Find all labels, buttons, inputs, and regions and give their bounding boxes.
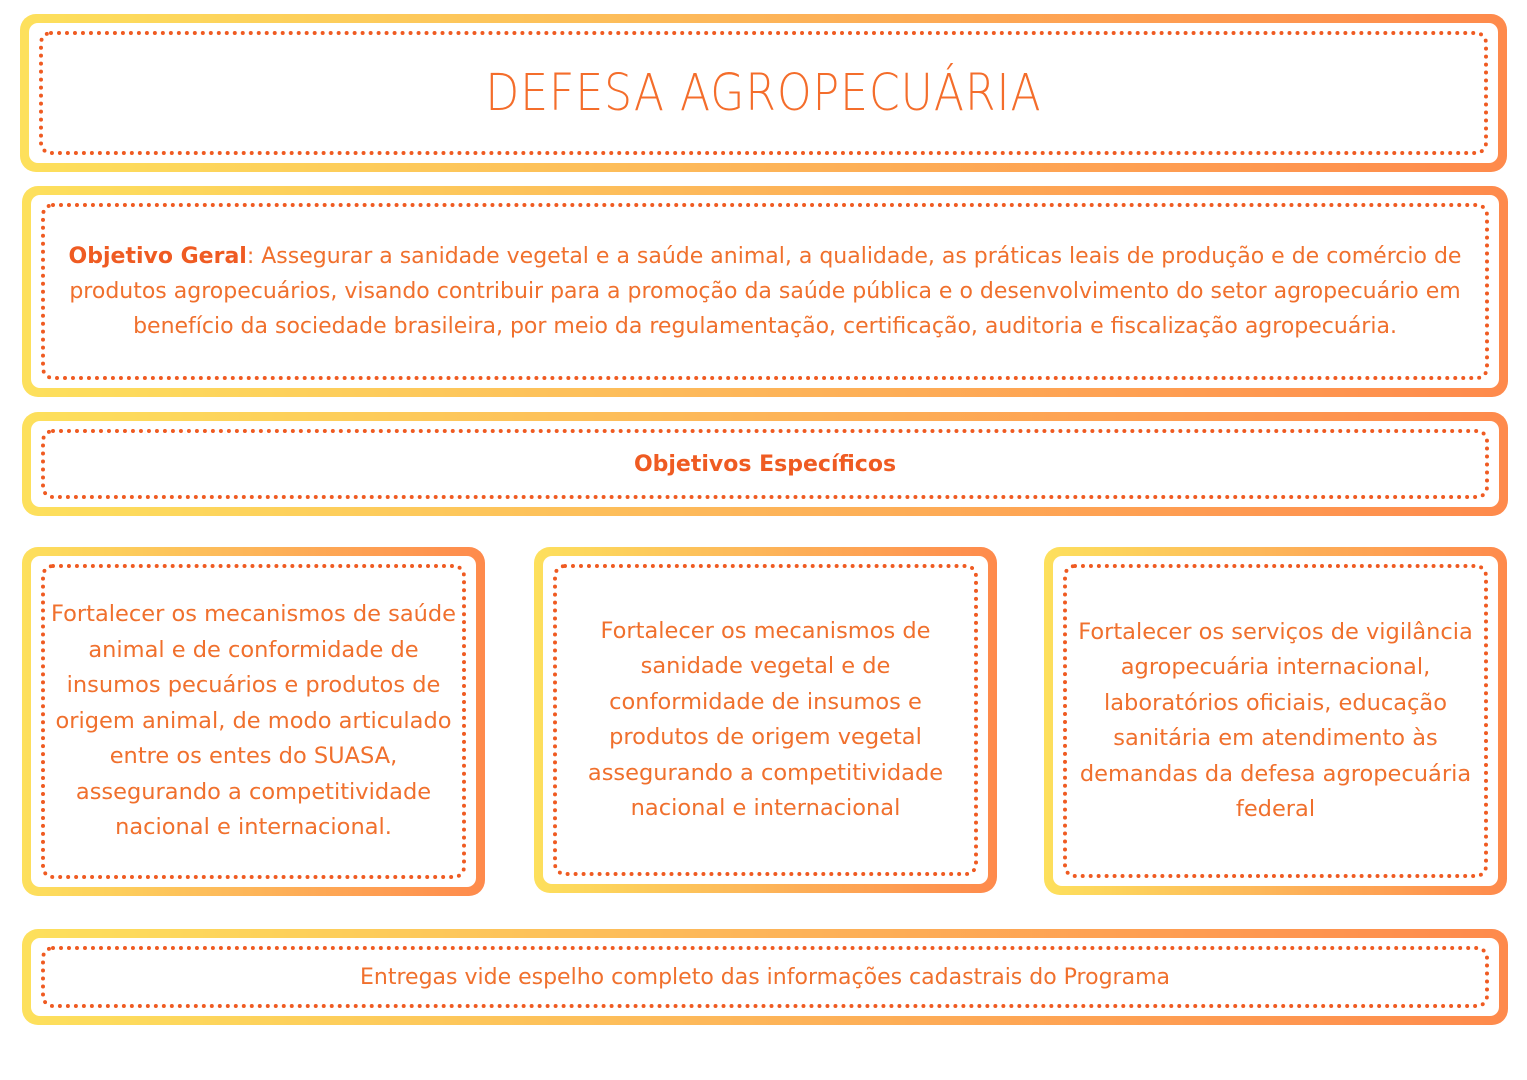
title-dotted-box <box>39 31 1488 155</box>
card-dotted-box-1 <box>41 564 466 879</box>
especificos-frame <box>22 412 1508 516</box>
footer-dotted-box <box>41 946 1489 1008</box>
card-dotted-box-3 <box>1063 564 1488 878</box>
objetivo-geral-inner <box>31 195 1499 388</box>
card-inner-2 <box>543 556 988 884</box>
especificos-dotted-box <box>41 429 1489 499</box>
footer-inner <box>31 938 1499 1016</box>
card-text-3: Fortalecer os serviços de vigilância agropecuária internacional, laboratórios oficiais, educação sanitária em atendimento às demandas da defesa agropecuária federal <box>1078 618 1473 822</box>
especificos-heading: Objetivos Específicos <box>633 451 897 477</box>
card-frame-2 <box>534 547 997 893</box>
especificos-inner <box>31 421 1499 507</box>
card-text-2: Fortalecer os mecanismos de sanidade vegetal e de conformidade de insumos e produtos de origem vegetal assegurando a competitividade nacional e internacional <box>587 617 944 821</box>
card-dotted-box-2 <box>553 564 978 876</box>
objetivo-geral-dotted-box <box>41 203 1489 380</box>
title-frame <box>20 14 1507 172</box>
title-inner <box>29 23 1498 163</box>
card-frame-3 <box>1044 547 1507 895</box>
objetivo-geral-paragraph <box>45 239 1485 344</box>
objetivo-geral-label: Objetivo Geral <box>68 244 247 269</box>
page-title: DEFESA AGROPECUÁRIA <box>485 63 1042 123</box>
footer-text: Entregas vide espelho completo das informações cadastrais do Programa <box>360 964 1170 990</box>
card-inner-3 <box>1053 556 1498 886</box>
card-inner-1 <box>31 556 476 887</box>
footer-frame <box>22 929 1508 1025</box>
card-frame-1 <box>22 547 485 896</box>
card-text-1: Fortalecer os mecanismos de saúde animal e de conformidade de insumos pecuários e produtos de origem animal, de modo articulado entre os entes do SUASA, assegurando a competitividade nacional e internacional. <box>51 601 456 841</box>
objetivo-geral-text: : Assegurar a sanidade vegetal e a saúde animal, a qualidade, as práticas leais de produção e de comércio de produtos agropecuários, visando contribuir para a promoção da saúde pública e o desenvolvimento do setor agropecuário em benefício da sociedade brasileira, por meio da regulamentação, certificação, auditoria e fiscalização agropecuária. <box>69 244 1462 339</box>
objetivo-geral-frame <box>22 186 1508 397</box>
